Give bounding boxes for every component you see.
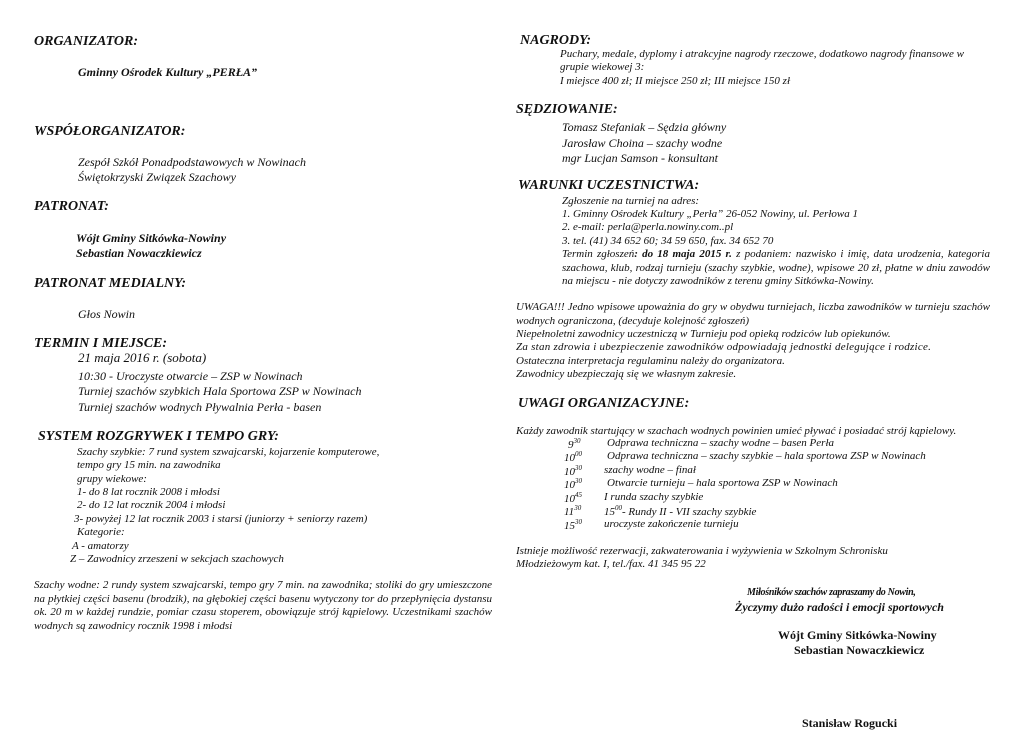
prizes-line-3: I miejsce 400 zł; II miejsce 250 zł; III miejsce 150 zł	[560, 75, 791, 87]
conditions-line-2: 1. Gminny Ośrodek Kultury „Perła” 26-052 Nowiny, ul. Perłowa 1	[562, 208, 858, 220]
schedule-hour: 10	[564, 466, 575, 478]
schedule-hour: 9	[568, 439, 574, 451]
schedule-hour: 15	[564, 520, 575, 532]
patron-heading: PATRONAT:	[34, 199, 109, 214]
judge-1: Tomasz Stefaniak – Sędzia główny	[562, 120, 727, 134]
schedule-minute: 00	[615, 504, 622, 512]
deadline-prefix: Termin zgłoszeń	[562, 248, 635, 260]
schedule-minute: 00	[575, 450, 582, 458]
schedule-minute: 30	[575, 518, 582, 526]
coorganizer-1: Zespół Szkół Ponadpodstawowych w Nowinach	[78, 155, 306, 169]
cut-off-name: Stanisław Rogucki	[802, 716, 898, 730]
schedule-hour: 10	[564, 479, 575, 491]
time-heading: TERMIN I MIEJSCE:	[34, 336, 168, 351]
conditions-line-3: 2. e-mail: perla@perla.nowiny.com..pl	[562, 221, 734, 233]
prizes-line-2: grupie wiekowej 3:	[560, 61, 645, 73]
schedule-row	[564, 450, 582, 464]
conditions-heading: WARUNKI UCZESTNICTWA:	[518, 178, 700, 193]
schedule-row	[564, 464, 582, 478]
media-heading: PATRONAT MEDIALNY:	[34, 276, 187, 291]
system-line-4: 1- do 8 lat rocznik 2008 i młodsi	[77, 486, 220, 498]
deadline-rest: z podaniem: nazwisko i imię, data urodzenia, kategoria szachowa, klub, rodzaj turnieju (szachy szybkie, wodne), wpisowe 20 zł, płatne w dniu zawodów na miejscu - nie dotyczy zawodników z terenu gminy Sitkówka-Nowiny.	[562, 248, 990, 287]
org-notes-heading: UWAGI ORGANIZACYJNE:	[518, 396, 690, 411]
schedule-hour: 11	[564, 506, 575, 518]
organizer-heading: ORGANIZATOR:	[34, 34, 138, 49]
patron-line-1: Wójt Gminy Sitkówka-Nowiny	[76, 231, 227, 245]
system-line-3: grupy wiekowe:	[77, 473, 147, 485]
wishes-text: Życzymy dużo radości i emocji sportowych	[735, 600, 944, 614]
schedule-hour: 15	[604, 506, 615, 518]
conditions-line-4: 3. tel. (41) 34 652 60; 34 59 650, fax. 34 652 70	[562, 235, 774, 247]
schedule-desc: Otwarcie turnieju – hala sportowa ZSP w Nowinach	[607, 477, 838, 489]
schedule-row	[564, 491, 582, 505]
system-line-9: Z – Zawodnicy zrzeszeni w sekcjach szachowych	[70, 553, 284, 565]
coorganizer-2: Świętokrzyski Związek Szachowy	[78, 170, 236, 184]
schedule-desc: szachy wodne – finał	[604, 464, 696, 476]
patron-line-2: Sebastian Nowaczkiewicz	[76, 246, 202, 260]
schedule-row	[564, 477, 582, 491]
org-intro: Każdy zawodnik startujący w szachach wodnych powinien umieć pływać i posiadać strój kąpielowy.	[516, 425, 957, 437]
note-line-1: Niepełnoletni zawodnicy uczestniczą w Turnieju pod opieką rodziców lub opiekunów.	[516, 328, 891, 340]
prizes-heading: NAGRODY:	[520, 33, 592, 48]
warning-text: UWAGA!!! Jedno wpisowe upoważnia do gry w obydwu turniejach, liczba zawodników w turnieju szachów wodnych ograniczona, (decyduje kolejność zgłoszeń)	[516, 301, 990, 327]
prizes-line-1: Puchary, medale, dyplomy i atrakcyjne nagrody rzeczowe, dodatkowo nagrody finansowe w	[560, 48, 964, 60]
system-line-8: A - amatorzy	[72, 540, 129, 552]
system-heading: SYSTEM ROZGRYWEK I TEMPO GRY:	[38, 429, 279, 444]
conditions-line-1: Zgłoszenie na turniej na adres:	[562, 195, 700, 207]
schedule-desc	[604, 504, 756, 518]
deadline-text	[562, 248, 990, 289]
deadline-date: : do 18 maja 2015 r.	[634, 248, 732, 260]
schedule-desc: Odprawa techniczna – szachy szybkie – hala sportowa ZSP w Nowinach	[607, 450, 926, 462]
schedule-row	[564, 518, 582, 532]
signature-line-2: Sebastian Nowaczkiewicz	[794, 643, 925, 657]
schedule-hour: 10	[564, 493, 575, 505]
time-line-1: 10:30 - Uroczyste otwarcie – ZSP w Nowinach	[78, 369, 303, 383]
schedule	[564, 437, 994, 537]
lodging-line-1: Istnieje możliwość rezerwacji, zakwaterowania i wyżywienia w Szkolnym Schronisku	[516, 545, 888, 557]
schedule-hour: 10	[564, 452, 575, 464]
system-line-6: 3- powyżej 12 lat rocznik 2003 i starsi (juniorzy + seniorzy razem)	[74, 513, 368, 525]
system-line-5: 2- do 12 lat rocznik 2004 i młodsi	[77, 499, 226, 511]
schedule-minute: 30	[574, 504, 582, 512]
schedule-minute: 30	[573, 437, 581, 445]
schedule-desc-text: - Rundy II - VII szachy szybkie	[622, 506, 757, 518]
time-line-2: Turniej szachów szybkich Hala Sportowa ZSP w Nowinach	[78, 384, 362, 398]
schedule-minute: 45	[575, 491, 582, 499]
judge-3: mgr Lucjan Samson - konsultant	[562, 151, 718, 165]
media-name: Głos Nowin	[78, 307, 136, 321]
system-line-1: Szachy szybkie: 7 rund system szwajcarski, kojarzenie komputerowe,	[77, 446, 380, 458]
lodging-line-2: Młodzieżowym kat. I, tel./fax. 41 345 95 22	[516, 558, 706, 570]
organizer-name: Gminny Ośrodek Kultury „PERŁA”	[78, 65, 258, 79]
system-line-7: Kategorie:	[77, 526, 125, 538]
time-line-3: Turniej szachów wodnych Pływalnia Perła - basen	[78, 400, 322, 414]
schedule-row	[564, 504, 581, 518]
system-line-2: tempo gry 15 min. na zawodnika	[77, 459, 221, 471]
schedule-minute: 30	[575, 464, 582, 472]
invitation-text: Miłośników szachów zapraszamy do Nowin,	[747, 587, 916, 598]
schedule-row	[568, 437, 581, 451]
coorganizer-heading: WSPÓŁORGANIZATOR:	[34, 124, 186, 139]
schedule-minute: 30	[575, 477, 582, 485]
judge-2: Jarosław Choina – szachy wodne	[562, 136, 723, 150]
event-date: 21 maja 2016 r. (sobota)	[78, 350, 207, 365]
schedule-desc: I runda szachy szybkie	[604, 491, 704, 503]
schedule-desc: Odprawa techniczna – szachy wodne – basen Perła	[607, 437, 834, 449]
signature-line-1: Wójt Gminy Sitkówka-Nowiny	[778, 628, 937, 642]
water-chess-text: Szachy wodne: 2 rundy system szwajcarski, tempo gry 7 min. na zawodnika; stoliki do gry umieszczone na płytkiej części basenu (brodzik), na głębokiej części basenu wytyczony tor do przepłynięcia dystansu ok. 20 m w każdej rundzie, pomiar czasu stoperem, obowiązuje strój kąpielowy. Uczestnikami szachów wodnych są zawodnicy rocznik 1998 i młodsi	[34, 579, 492, 632]
schedule-desc: uroczyste zakończenie turnieju	[604, 518, 739, 530]
note-line-2: Za stan zdrowia i ubezpieczenie zawodników odpowiadają jednostki delegujące i rodzice.	[516, 341, 932, 353]
judges-heading: SĘDZIOWANIE:	[516, 102, 618, 117]
note-line-3: Ostateczna interpretacja regulaminu należy do organizatora.	[516, 355, 785, 367]
note-line-4: Zawodnicy ubezpieczają się we własnym zakresie.	[516, 368, 737, 380]
